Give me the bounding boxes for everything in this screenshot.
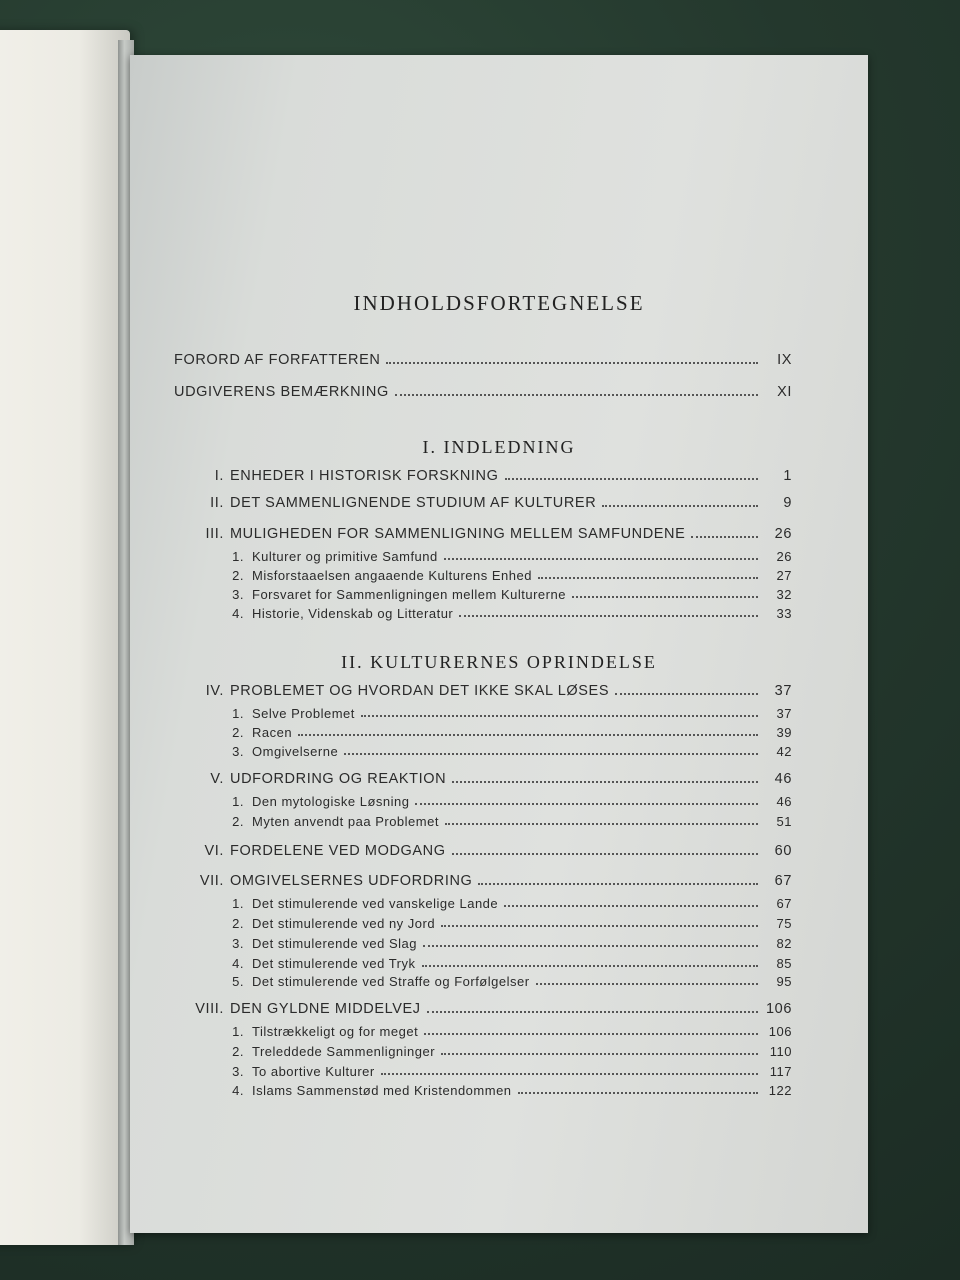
chapter-title: FORDELENE VED MODGANG bbox=[230, 843, 446, 859]
subsection-number: 3. bbox=[232, 1064, 244, 1079]
part-heading: I. INDLEDNING bbox=[422, 437, 576, 457]
subsection-number: 1. bbox=[232, 794, 244, 809]
toc-page-number: IX bbox=[777, 352, 792, 368]
subsection-title: Den mytologiske Løsning bbox=[252, 794, 410, 809]
subsection-number: 2. bbox=[232, 1044, 244, 1059]
subsection-title: Misforstaaelsen angaaende Kulturens Enhed bbox=[252, 568, 532, 583]
subsection-number: 2. bbox=[232, 814, 244, 829]
toc-entry-editor-note bbox=[174, 384, 792, 400]
dot-leader bbox=[423, 944, 758, 947]
toc-page-number: 37 bbox=[776, 706, 792, 721]
dot-leader bbox=[452, 780, 758, 783]
toc-page-number: 27 bbox=[776, 568, 792, 583]
subsection-title: Selve Problemet bbox=[252, 706, 355, 721]
subsection-number: 1. bbox=[232, 549, 244, 564]
chapter-number: VII. bbox=[199, 873, 224, 889]
dot-leader bbox=[441, 924, 758, 927]
dot-leader bbox=[691, 535, 758, 538]
subsection-number: 3. bbox=[232, 587, 244, 602]
subsection-title: Tilstrækkeligt og for meget bbox=[252, 1024, 419, 1039]
subsection-title: Myten anvendt paa Problemet bbox=[252, 814, 439, 829]
chapter-number: III. bbox=[205, 526, 224, 542]
subsection-title: Forsvaret for Sammenligningen mellem Kulturerne bbox=[252, 587, 566, 602]
toc-subsection bbox=[130, 974, 792, 989]
dot-leader bbox=[344, 752, 758, 755]
toc-page-number: 60 bbox=[774, 843, 792, 859]
toc-chapter bbox=[130, 468, 792, 484]
subsection-number: 2. bbox=[232, 725, 244, 740]
toc-entry-foreword bbox=[174, 352, 792, 368]
subsection-number: 1. bbox=[232, 896, 244, 911]
subsection-number: 4. bbox=[232, 956, 244, 971]
toc-page-number: 106 bbox=[766, 1001, 792, 1017]
toc-subsection bbox=[130, 814, 792, 829]
dot-leader bbox=[424, 1032, 758, 1035]
subsection-number: 3. bbox=[232, 936, 244, 951]
toc-page-number: 46 bbox=[776, 794, 792, 809]
toc-subsection bbox=[130, 1024, 792, 1039]
subsection-title: Det stimulerende ved ny Jord bbox=[252, 916, 436, 931]
dot-leader bbox=[381, 1072, 758, 1075]
toc-subsection bbox=[130, 896, 792, 911]
toc-page-number: 106 bbox=[768, 1024, 792, 1039]
subsection-number: 3. bbox=[232, 744, 244, 759]
dot-leader bbox=[538, 576, 758, 579]
toc-page-number: 26 bbox=[776, 549, 792, 564]
dot-leader bbox=[504, 904, 758, 907]
toc-page-number: 117 bbox=[769, 1064, 792, 1079]
toc-chapter bbox=[130, 526, 792, 542]
toc-chapter bbox=[130, 873, 792, 889]
chapter-number: I. bbox=[214, 468, 224, 484]
chapter-title: PROBLEMET OG HVORDAN DET IKKE SKAL LØSES bbox=[230, 683, 610, 699]
toc-page-number: 51 bbox=[776, 814, 792, 829]
dot-leader bbox=[478, 882, 758, 885]
toc-subsection bbox=[130, 549, 792, 564]
toc-subsection bbox=[130, 568, 792, 583]
dot-leader bbox=[361, 714, 758, 717]
book-page bbox=[130, 55, 868, 1233]
toc-page-number: 26 bbox=[774, 526, 792, 542]
dot-leader bbox=[518, 1091, 758, 1094]
toc-subsection bbox=[130, 1044, 792, 1059]
dot-leader bbox=[505, 477, 758, 480]
dot-leader bbox=[427, 1010, 758, 1013]
toc-page-number: 67 bbox=[774, 873, 792, 889]
toc-subsection bbox=[130, 725, 792, 740]
subsection-title: Islams Sammenstød med Kristendommen bbox=[252, 1083, 512, 1098]
toc-page-number: 122 bbox=[768, 1083, 792, 1098]
toc-page-number: 9 bbox=[783, 495, 792, 511]
subsection-title: Historie, Videnskab og Litteratur bbox=[252, 606, 454, 621]
toc-page-number: 42 bbox=[776, 744, 792, 759]
subsection-number: 2. bbox=[232, 568, 244, 583]
toc-subsection bbox=[130, 1083, 792, 1098]
chapter-title: OMGIVELSERNES UDFORDRING bbox=[230, 873, 473, 889]
subsection-title: Det stimulerende ved Slag bbox=[252, 936, 417, 951]
subsection-title: Omgivelserne bbox=[252, 744, 339, 759]
toc-entry-label: UDGIVERENS BEMÆRKNING bbox=[174, 384, 389, 400]
toc-page-number: 110 bbox=[769, 1044, 792, 1059]
chapter-title: ENHEDER I HISTORISK FORSKNING bbox=[230, 468, 499, 484]
toc-page-number: 1 bbox=[783, 468, 792, 484]
chapter-title: DET SAMMENLIGNENDE STUDIUM AF KULTURER bbox=[230, 495, 597, 511]
toc-subsection bbox=[130, 916, 792, 931]
toc-page-number: 95 bbox=[776, 974, 792, 989]
chapter-number: II. bbox=[210, 495, 224, 511]
subsection-number: 4. bbox=[232, 606, 244, 621]
toc-page-number: 82 bbox=[776, 936, 792, 951]
subsection-title: Kulturer og primitive Samfund bbox=[252, 549, 438, 564]
dot-leader bbox=[445, 822, 758, 825]
toc-page-number: 46 bbox=[774, 771, 792, 787]
dot-leader bbox=[459, 614, 758, 617]
part-heading: II. KULTURERNES OPRINDELSE bbox=[341, 652, 657, 672]
subsection-number: 2. bbox=[232, 916, 244, 931]
toc-chapter bbox=[130, 683, 792, 699]
toc-page-number: 32 bbox=[776, 587, 792, 602]
toc-chapter bbox=[130, 771, 792, 787]
toc-page-number: 39 bbox=[776, 725, 792, 740]
subsection-title: Racen bbox=[252, 725, 293, 740]
toc-page-number: 33 bbox=[776, 606, 792, 621]
toc-page-number: 85 bbox=[776, 956, 792, 971]
dot-leader bbox=[441, 1052, 758, 1055]
toc-subsection bbox=[130, 587, 792, 602]
toc-title: INDHOLDSFORTEGNELSE bbox=[353, 291, 645, 315]
toc-chapter bbox=[130, 495, 792, 511]
toc-subsection bbox=[130, 956, 792, 971]
dot-leader bbox=[615, 692, 758, 695]
toc-chapter bbox=[130, 1001, 792, 1017]
dot-leader bbox=[536, 982, 758, 985]
toc-subsection bbox=[130, 1064, 792, 1079]
toc-entry-label: FORORD AF FORFATTEREN bbox=[174, 352, 381, 368]
chapter-number: VI. bbox=[204, 843, 224, 859]
subsection-title: Det stimulerende ved vanskelige Lande bbox=[252, 896, 499, 911]
dot-leader bbox=[444, 557, 758, 560]
chapter-number: IV. bbox=[205, 683, 224, 699]
dot-leader bbox=[422, 964, 758, 967]
chapter-title: DEN GYLDNE MIDDELVEJ bbox=[230, 1001, 421, 1017]
subsection-title: Treleddede Sammenligninger bbox=[252, 1044, 436, 1059]
subsection-title: To abortive Kulturer bbox=[252, 1064, 375, 1079]
toc-subsection bbox=[130, 744, 792, 759]
toc-page-number: XI bbox=[777, 384, 792, 400]
left-page-edge bbox=[0, 30, 130, 1245]
toc-subsection bbox=[130, 606, 792, 621]
chapter-number: V. bbox=[210, 771, 224, 787]
dot-leader bbox=[298, 733, 758, 736]
toc-subsection bbox=[130, 706, 792, 721]
toc-chapter bbox=[130, 843, 792, 859]
toc-subsection bbox=[130, 794, 792, 809]
subsection-title: Det stimulerende ved Straffe og Forfølgelser bbox=[252, 974, 530, 989]
dot-leader bbox=[452, 852, 758, 855]
dot-leader bbox=[415, 802, 758, 805]
chapter-number: VIII. bbox=[195, 1001, 224, 1017]
chapter-title: UDFORDRING OG REAKTION bbox=[230, 771, 447, 787]
subsection-number: 1. bbox=[232, 706, 244, 721]
toc-page-number: 75 bbox=[776, 916, 792, 931]
dot-leader bbox=[395, 393, 758, 396]
toc-page-number: 67 bbox=[776, 896, 792, 911]
subsection-title: Det stimulerende ved Tryk bbox=[252, 956, 416, 971]
subsection-number: 5. bbox=[232, 974, 244, 989]
dot-leader bbox=[602, 504, 758, 507]
subsection-number: 4. bbox=[232, 1083, 244, 1098]
dot-leader bbox=[572, 595, 758, 598]
subsection-number: 1. bbox=[232, 1024, 244, 1039]
dot-leader bbox=[386, 361, 758, 364]
toc-subsection bbox=[130, 936, 792, 951]
chapter-title: MULIGHEDEN FOR SAMMENLIGNING MELLEM SAMFUNDENE bbox=[230, 526, 686, 542]
toc-page-number: 37 bbox=[774, 683, 792, 699]
